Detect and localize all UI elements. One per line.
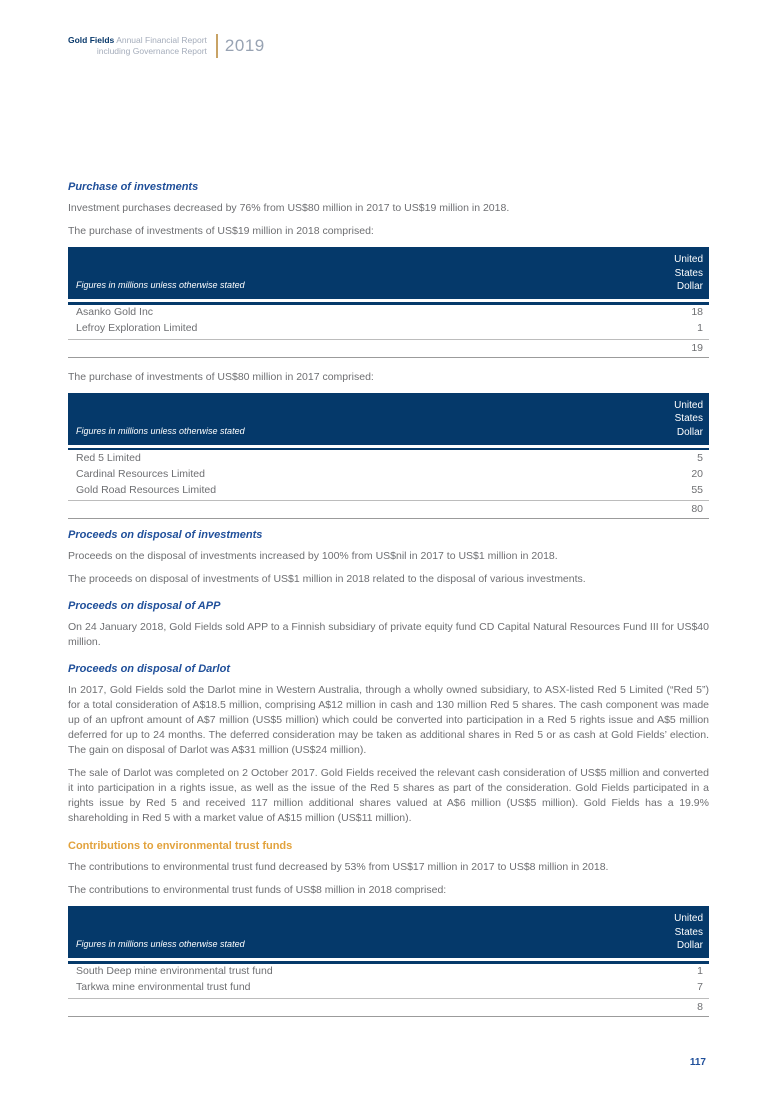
table-total-row	[68, 340, 709, 357]
table-note: Figures in millions unless otherwise stated	[76, 425, 245, 436]
paragraph: The proceeds on disposal of investments of US$1 million in 2018 related to the disposal of various investments.	[68, 573, 586, 585]
paragraph: The contributions to environmental trust funds of US$8 million in 2018 comprised:	[68, 884, 447, 896]
table-row	[68, 305, 709, 321]
row-label: Gold Road Resources Limited	[76, 483, 217, 496]
trust-funds-table	[68, 906, 709, 1017]
masthead-title	[68, 35, 207, 57]
table-row	[68, 482, 709, 498]
table-total-row	[68, 501, 709, 518]
page-number: 117	[689, 1057, 706, 1068]
table-header-bar	[68, 906, 709, 958]
table-row	[68, 450, 709, 466]
table-row	[68, 321, 709, 337]
brand-name: Gold Fields	[68, 35, 115, 45]
table-note: Figures in millions unless otherwise stated	[76, 280, 245, 290]
section-heading-disposal-app: Proceeds on disposal of APP	[68, 600, 221, 612]
page-content	[68, 180, 709, 1017]
table-row	[68, 466, 709, 482]
row-value: 20	[691, 467, 703, 480]
table-note: Figures in millions unless otherwise stated	[76, 939, 245, 949]
section-heading-purchase-of-investments: Purchase of investments	[68, 181, 199, 193]
row-label: Lefroy Exploration Limited	[76, 322, 198, 334]
row-label: Asanko Gold Inc	[76, 306, 154, 318]
masthead	[68, 34, 265, 58]
section-heading-disposal-darlot: Proceeds on disposal of Darlot	[68, 663, 230, 675]
masthead-divider	[216, 34, 218, 58]
table-column-header: United States Dollar	[674, 254, 703, 292]
table-total-row	[68, 999, 709, 1016]
paragraph: On 24 January 2018, Gold Fields sold APP to a Finnish subsidiary of private equity fund CD Capital Natural Resources Fund III for US$40 million.	[68, 621, 709, 648]
row-label: South Deep mine environmental trust fund	[76, 965, 273, 977]
table-header-bar	[68, 393, 709, 445]
table-column-header: United States Dollar	[674, 913, 703, 951]
total-value: 80	[691, 503, 703, 515]
table-row	[68, 964, 709, 980]
table-row	[68, 980, 709, 996]
masthead-title-line1	[68, 35, 207, 46]
section-heading-trust-funds: Contributions to environmental trust funds	[68, 840, 293, 852]
row-value: 1	[697, 322, 703, 334]
investments-2017-table	[68, 393, 709, 520]
total-value: 19	[691, 341, 703, 354]
paragraph: The sale of Darlot was completed on 2 October 2017. Gold Fields received the relevant cash consideration of US$5 million and converted it into participation in a rights issue, as well as the issue of the Red 5 shares as part of the consideration. Gold Fields participated in a rights issue by Red 5 and received 117 million additional shares valued at A$6 million (US$5 million). Gold Fields has a 19.9% shareholding in Red 5 with a market value of A$15 million (US$11 million).	[68, 767, 709, 824]
masthead-title-line2: including Governance Report	[96, 46, 207, 56]
row-value: 18	[691, 306, 703, 318]
investments-2018-table	[68, 247, 709, 358]
table-column-header: United States Dollar	[674, 399, 703, 438]
row-label: Red 5 Limited	[76, 451, 141, 464]
row-value: 55	[691, 483, 703, 496]
report-year: 2019	[224, 36, 265, 55]
table-header-bar	[68, 247, 709, 299]
row-label: Tarkwa mine environmental trust fund	[76, 981, 251, 993]
paragraph: In 2017, Gold Fields sold the Darlot mine in Western Australia, through a wholly owned subsidiary, to ASX-listed Red 5 Limited (“Red 5”) for a total consideration of A$18.5 million, comprising A$12 million in cash and 130 million Red 5 shares. The cash component was made up of an upfront amount of A$7 million (US$5 million) which could be converted into participation in a Red 5 rights issue and A$5 million deferred for up to 24 months. The deferred consideration may be taken as additional shares in Red 5 or as cash at Gold Fields’ election. The gain on disposal of Darlot was A$31 million (US$24 million).	[68, 684, 709, 756]
row-value: 5	[697, 451, 703, 464]
table-bottom-rule	[68, 1016, 709, 1017]
row-value: 7	[697, 981, 703, 993]
paragraph: Proceeds on the disposal of investments increased by 100% from US$nil in 2017 to US$1 million in 2018.	[68, 550, 558, 562]
paragraph: The purchase of investments of US$80 million in 2017 comprised:	[68, 370, 374, 383]
paragraph: The contributions to environmental trust fund decreased by 53% from US$17 million in 2017 to US$8 million in 2018.	[68, 861, 609, 873]
paragraph: The purchase of investments of US$19 million in 2018 comprised:	[68, 225, 374, 237]
table-bottom-rule	[68, 357, 709, 358]
row-value: 1	[697, 965, 703, 977]
table-bottom-rule	[68, 518, 709, 519]
report-title: Annual Financial Report	[116, 35, 207, 45]
section-heading-disposal-investments: Proceeds on disposal of investments	[68, 529, 263, 541]
paragraph: Investment purchases decreased by 76% from US$80 million in 2017 to US$19 million in 2018.	[68, 202, 510, 214]
row-label: Cardinal Resources Limited	[76, 467, 205, 480]
total-value: 8	[697, 1000, 703, 1013]
